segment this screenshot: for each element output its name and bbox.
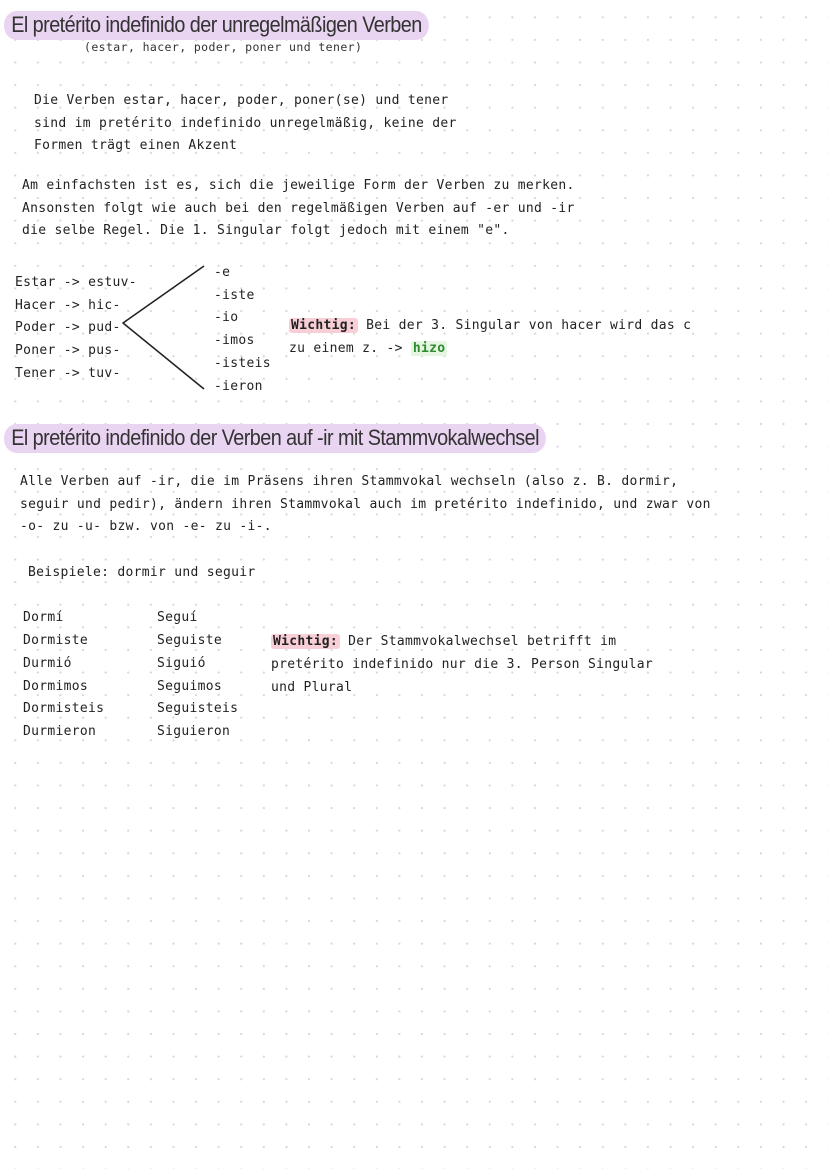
para-line: seguir und pedir), ändern ihren Stammvokal auch im pretérito indefinido, und zwar von [20,496,711,512]
stem-poner: Poner -> pus- [15,343,121,358]
ending-io: -io [214,310,239,325]
section2-note-line2: pretérito indefinido nur die 3. Person Singular [271,657,653,672]
intro-line: Die Verben estar, hacer, poder, poner(se) und tener [34,93,449,108]
stem-estar: Estar -> estuv- [15,275,137,290]
section2-title-text: El pretérito indefinido der Verben auf -ir mit Stammvokalwechsel [4,424,546,453]
important-label: Wichtig: [291,318,357,333]
seguir-form: Seguisteis [157,701,239,716]
ending-e: -e [214,265,231,280]
para-line: -o- zu -u- bzw. von -e- zu -i-. [20,519,272,534]
para-line: Ansonsten folgt wie auch bei den regelmäßigen Verben auf -er und -ir [22,200,575,216]
intro-line: sind im pretérito indefinido unregelmäßig, keine der [34,115,457,131]
section2-note-line1 [271,634,616,649]
section1-intro [34,90,457,158]
section1-paragraph [22,175,575,243]
bracket-lines [118,262,210,394]
section2-title [4,425,546,451]
ending-ieron: -ieron [214,379,263,394]
note-text: zu einem z. -> [289,341,403,356]
seguir-form: Siguió [157,656,206,671]
dormir-form: Durmieron [23,724,97,739]
ending-iste: -iste [214,288,255,303]
seguir-form: Seguí [157,610,198,625]
seguir-form: Seguiste [157,633,223,648]
para-line: Alle Verben auf -ir, die im Präsens ihren Stammvokal wechseln (also z. B. dormir, [20,474,679,489]
dormir-form: Durmió [23,656,72,671]
para-line: die selbe Regel. Die 1. Singular folgt jedoch mit einem "e". [22,223,510,238]
dormir-form: Dormisteis [23,701,105,716]
ending-isteis: -isteis [214,356,271,371]
dormir-form: Dormimos [23,679,89,694]
section2-paragraph [20,471,711,539]
section1-note-line1 [289,318,691,333]
section1-title [4,12,429,38]
section1-note-line2 [289,341,447,356]
section1-title-text: El pretérito indefinido der unregelmäßigen Verben [4,11,429,40]
dormir-form: Dormí [23,610,64,625]
note-text: Bei der 3. Singular von hacer wird das c [366,318,692,333]
ending-imos: -imos [214,333,255,348]
note-text: Der Stammvokalwechsel betrifft im [348,634,617,649]
stem-tener: Tener -> tuv- [15,366,121,381]
para-line: Am einfachsten ist es, sich die jeweilige Form der Verben zu merken. [22,178,575,193]
seguir-form: Seguimos [157,679,223,694]
hizo-highlight: hizo [412,341,446,356]
section1-subtitle: (estar, hacer, poder, poner und tener) [84,40,363,54]
intro-line: Formen trägt einen Akzent [34,138,238,153]
stem-hacer: Hacer -> hic- [15,298,121,313]
seguir-form: Siguieron [157,724,231,739]
dormir-form: Dormiste [23,633,89,648]
stem-poder: Poder -> pud- [15,320,121,335]
section2-note-line3: und Plural [271,680,353,695]
examples-label: Beispiele: dormir und seguir [28,565,256,580]
important-label: Wichtig: [273,634,339,649]
